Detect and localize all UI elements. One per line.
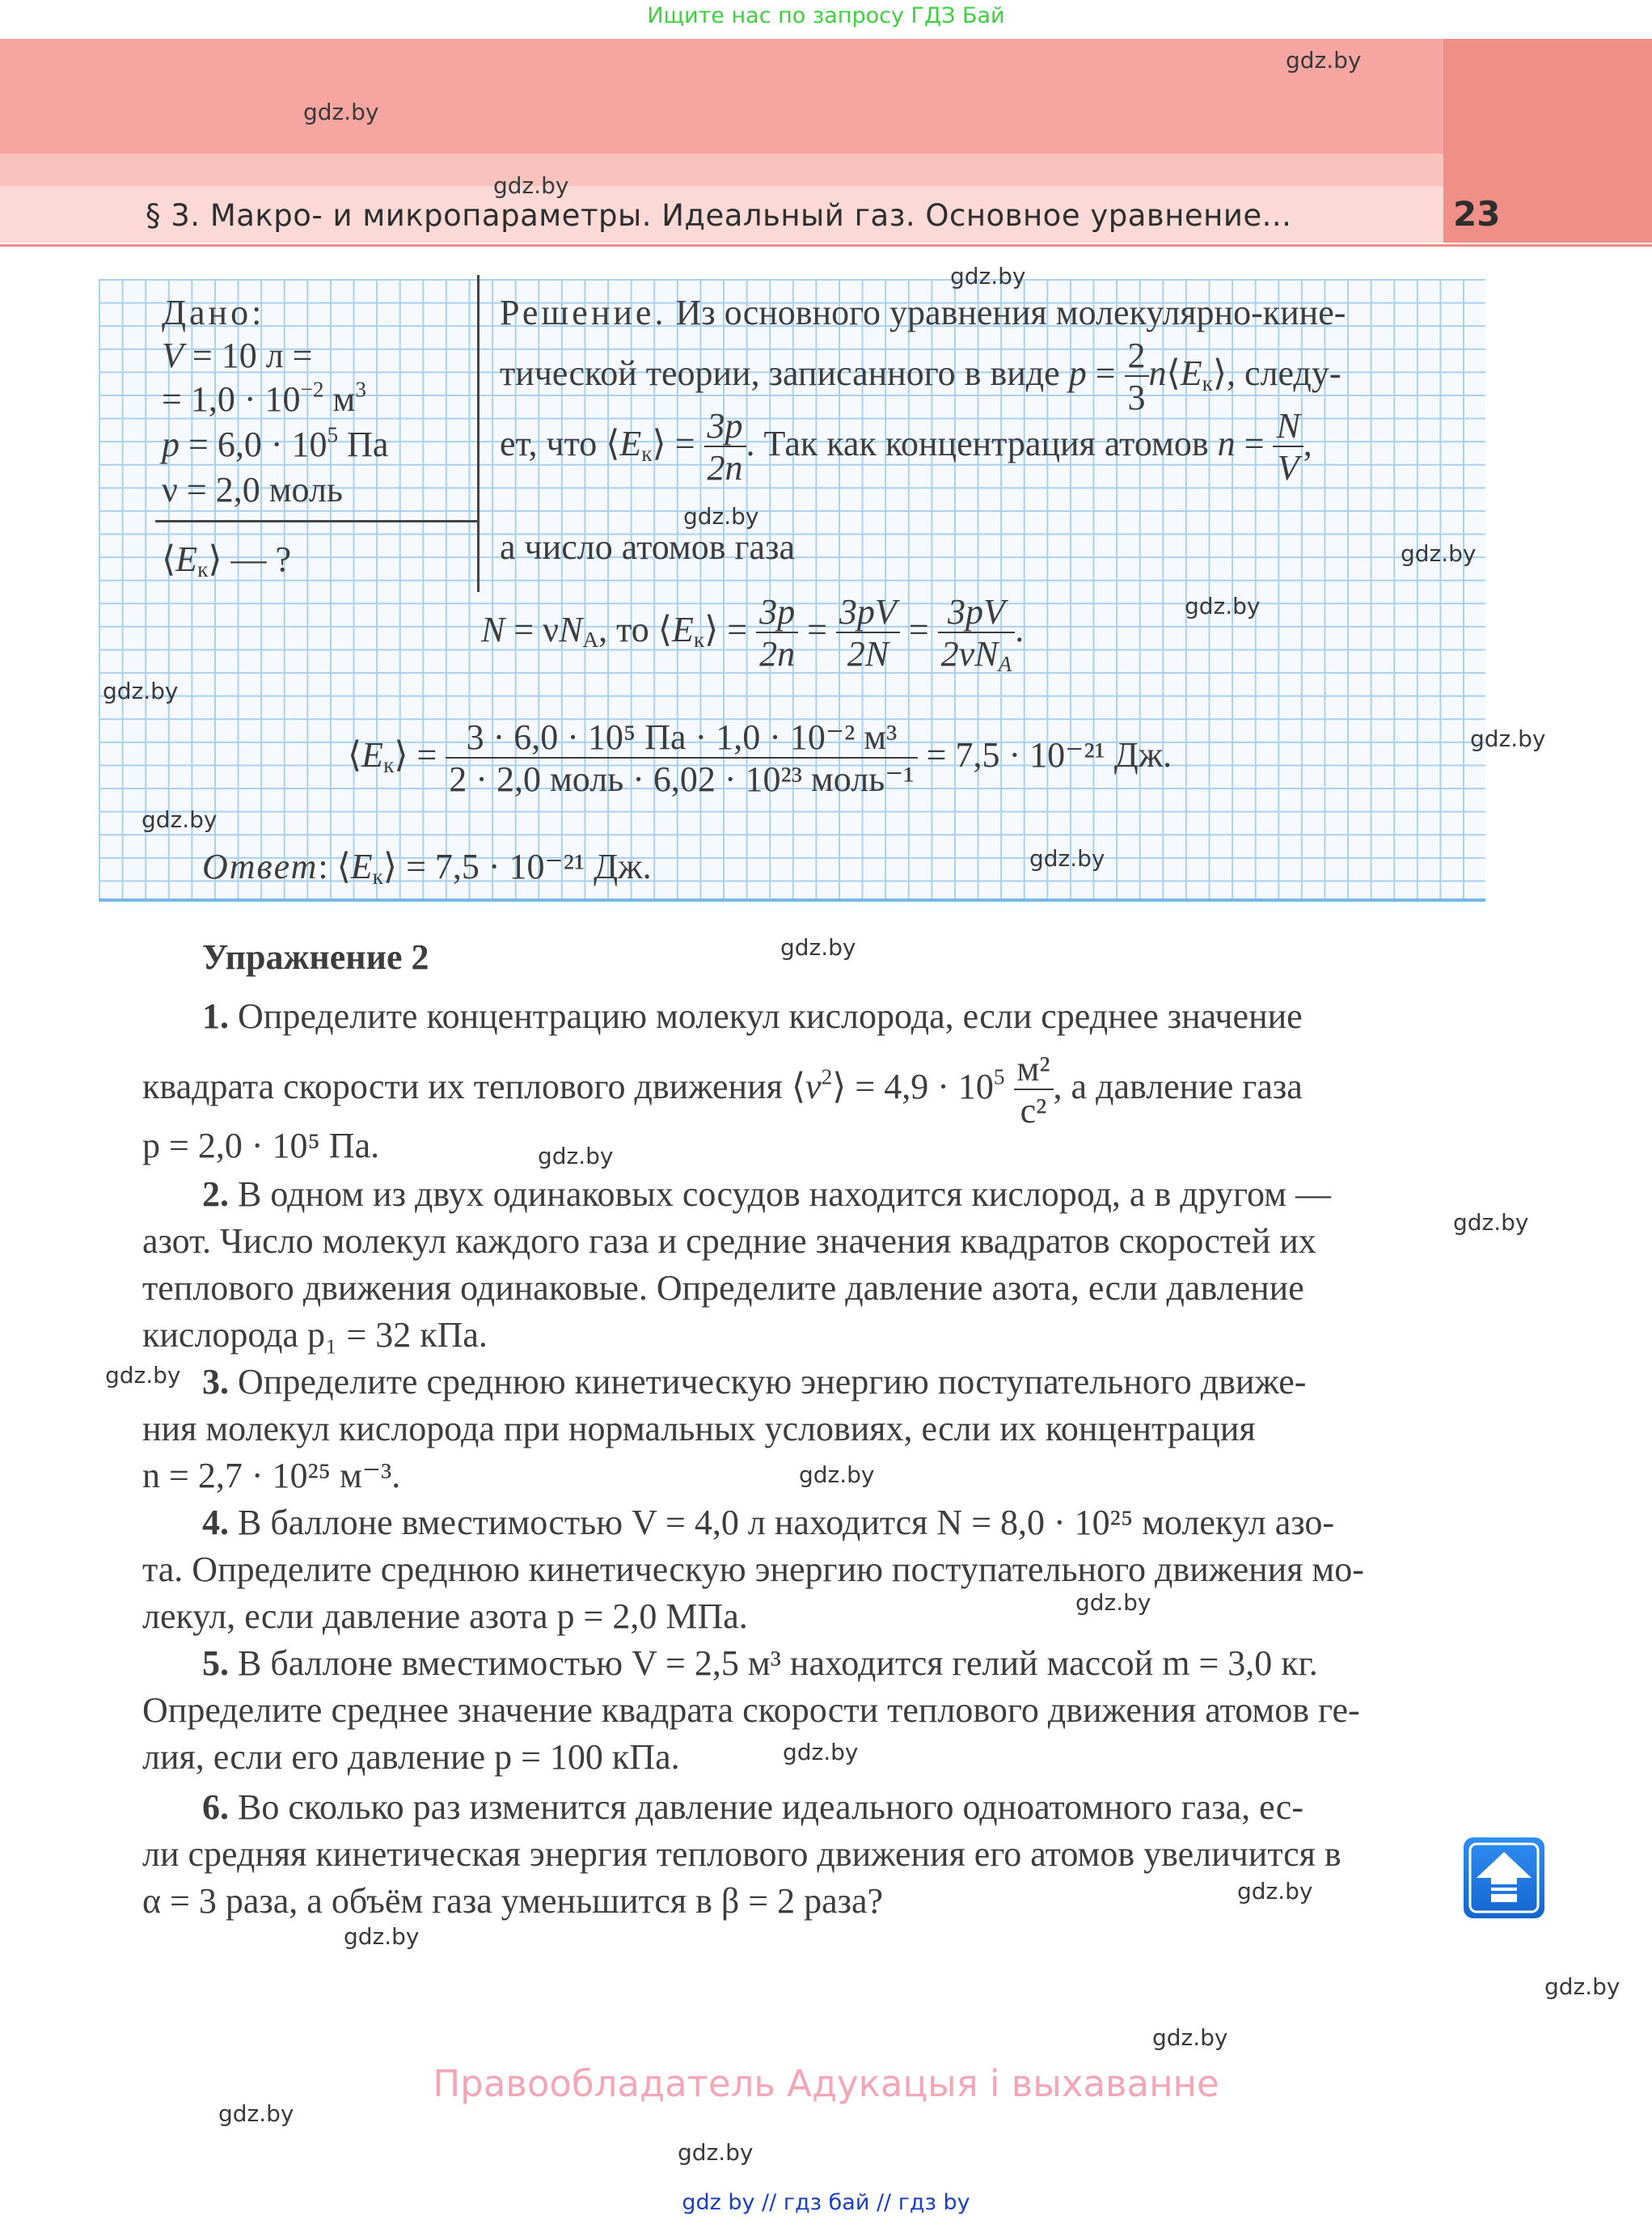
exercise-3-line-2: ния молекул кислорода при нормальных условиях, если их концентрация [142,1409,1256,1448]
section-title: § 3. Макро- и микропараметры. Идеальный газ. Основное уравнение... [146,198,1292,233]
watermark: gdz.by [1470,725,1546,752]
watermark: gdz.by [1286,47,1362,74]
header-band [0,39,1443,154]
solution-answer: Ответ: $⟨E_к⟩ = 7,5 \cdot 10^{-21}$ Дж. [202,847,652,889]
watermark: gdz.by [493,172,569,199]
formula-energy-derivation: $N = \nu N_А$, то $⟨E_к⟩$ = $\frac{3p}{2n}$ = $\frac{3pV}{2N}$ = $\frac{3pV}{2\nu N_A}$ . [481,592,1025,676]
watermark: gdz.by [538,1143,614,1169]
watermark: gdz.by [783,1739,859,1765]
watermark: gdz.by [344,1923,420,1950]
exercise-4-line-2: та. Определите среднюю кинетическую энергию поступательного движения мо- [142,1550,1364,1589]
exercise-5-line-3: лия, если его давление p = 100 кПа. [142,1737,680,1777]
watermark: gdz.by [1152,2024,1228,2051]
watermark: gdz.by [303,99,379,125]
exercise-2-line-4: кислорода p₁ = 32 кПа. [142,1315,488,1355]
watermark: gdz.by [1185,593,1261,619]
solution-line-2: тической теории, записанного в виде p = $\frac{2}{3}$ $n⟨E_к⟩$, следу- [500,336,1341,417]
given-amount: ν = 2,0 моль [162,470,343,509]
footer-links[interactable]: gdz by // гдз бай // гдз by [682,2190,970,2215]
exercise-3-line-1: 3. Определите среднюю кинетическую энергию поступательного движе- [202,1362,1307,1402]
footer-copyright: Правообладатель Адукацыя і выхаванне [433,2062,1219,2105]
page-number: 23 [1453,194,1501,234]
arrow-up-icon [1464,1837,1544,1918]
exercise-4-line-3: лекул, если давление азота p = 2,0 МПа. [142,1596,748,1636]
given-unknown: $⟨E_к⟩$ — ? [162,539,292,581]
exercise-1-line-3: p = 2,0 · 10⁵ Па. [142,1126,380,1165]
header-band [0,154,1443,186]
exercise-2-line-1: 2. В одном из двух одинаковых сосудов находится кислород, а в другом — [202,1174,1331,1214]
watermark: gdz.by [950,263,1026,290]
solution-line-3: ет, что $⟨E_к⟩$ = $\frac{3p}{2n}$ . Так как концентрация атомов n = $\frac{N}{V}$ , [500,406,1312,488]
watermark: gdz.by [1401,540,1477,567]
exercise-1-line-1: 1. Определите концентрацию молекул кислорода, если среднее значение [202,996,1303,1036]
grid-bottom-border [99,898,1485,902]
exercise-4-line-1: 4. В баллоне вместимостью V = 4,0 л находится N = 8,0 · 10²⁵ молекул азо- [202,1503,1335,1542]
exercise-1-line-2: квадрата скорости их теплового движения $⟨v^2⟩ = 4,9 \cdot 10^5$ $\frac{\text{м²}}{\text{с²}}$ , а давление газа [142,1049,1303,1131]
exercise-6-line-1: 6. Во сколько раз изменится давление идеального одноатомного газа, ес- [202,1787,1303,1827]
solution-line-1: Решение. Из основного уравнения молекулярно-кине- [500,293,1346,332]
given-pressure: $p = 6,0 \cdot 10^5$ Па [162,422,389,464]
watermark: gdz.by [678,2139,754,2166]
watermark: gdz.by [1075,1589,1151,1616]
watermark: gdz.by [780,934,856,961]
watermark: gdz.by [683,503,759,530]
given-volume-si: = $1,0 \cdot 10^{-2}$ $м^3$ [162,377,366,419]
exercise-6-line-3: α = 3 раза, а объём газа уменьшится в β = 2 раза? [142,1881,884,1921]
formula-energy-calculation: $⟨E_к⟩$ = $\frac{\text{3 · 6,0 · 10⁵ Па · 1,0 · 10⁻² м³}}{\text{2 · 2,0 моль · 6,02 · 10²³ моль⁻¹}}$ = 7,5 · 10⁻²¹ Дж. [348,717,1172,799]
watermark: gdz.by [799,1461,875,1488]
exercise-2-line-2: азот. Число молекул каждого газа и средние значения квадратов скоростей их [142,1221,1316,1261]
scroll-top-button[interactable] [1464,1837,1544,1918]
watermark: gdz.by [142,806,218,833]
watermark: gdz.by [105,1362,181,1389]
exercise-title: Упражнение 2 [202,937,429,977]
exercise-5-line-2: Определите среднее значение квадрата скорости теплового движения атомов ге- [142,1690,1360,1730]
watermark: gdz.by [103,678,179,704]
watermark: gdz.by [1544,1973,1620,2000]
watermark: gdz.by [1237,1878,1313,1905]
given-divider-vertical [477,275,480,592]
exercise-3-line-3: n = 2,7 · 10²⁵ м⁻³. [142,1456,401,1495]
given-volume: V = 10 л = [162,336,313,375]
given-heading: Дано: [162,293,265,332]
watermark: gdz.by [1029,845,1105,872]
exercise-5-line-1: 5. В баллоне вместимостью V = 2,5 м³ находится гелий массой m = 3,0 кг. [202,1643,1318,1683]
top-notice: Ищите нас по запросу ГДЗ Бай [647,3,1005,28]
exercise-2-line-3: теплового движения одинаковые. Определите давление азота, если давление [142,1268,1304,1308]
header-divider [0,244,1652,247]
solution-line-4: а число атомов газа [500,527,795,567]
watermark: gdz.by [218,2100,294,2127]
exercise-6-line-2: ли средняя кинетическая энергия теплового движения его атомов увеличится в [142,1834,1341,1874]
watermark: gdz.by [1453,1209,1529,1236]
given-divider-horizontal [155,520,477,522]
